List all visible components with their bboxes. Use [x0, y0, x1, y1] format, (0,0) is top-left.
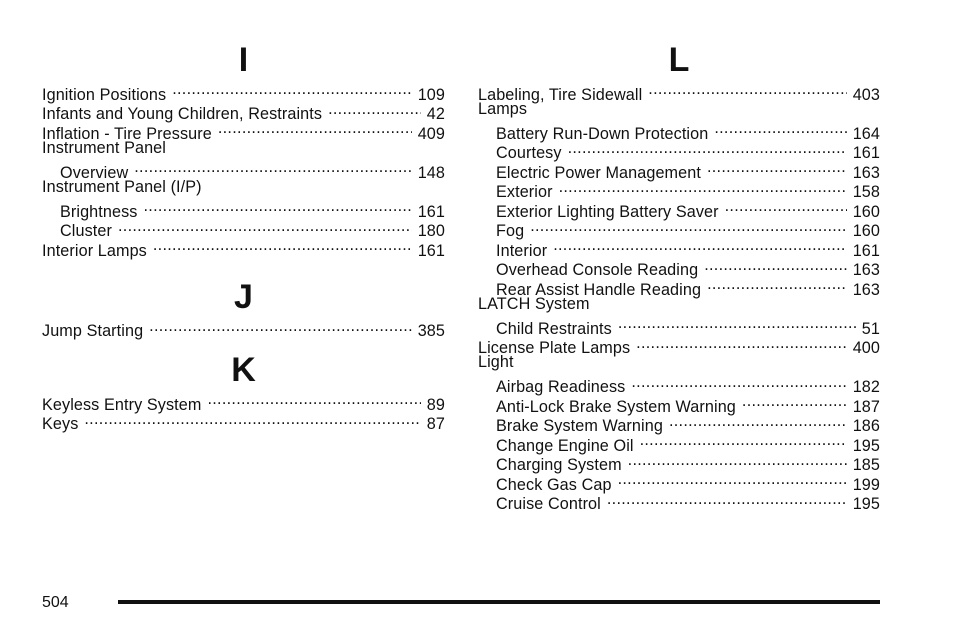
dot-leader: [628, 451, 847, 471]
index-entry-page: 89: [426, 395, 445, 414]
page-number: 504: [42, 594, 69, 611]
dot-leader: [143, 197, 411, 217]
index-entry-text: Lamps: [478, 99, 528, 118]
dot-leader: [218, 119, 412, 139]
index-entry-text: Overview: [60, 163, 129, 182]
index-entry-text: License Plate Lamps: [478, 339, 631, 357]
index-entry-page: 161: [852, 144, 880, 162]
index-entry-page: 195: [852, 436, 880, 455]
index-entry-text: Exterior Lighting Battery Saver: [496, 202, 719, 221]
index-entry-text: Interior Lamps: [42, 241, 147, 260]
index-entry-page: 385: [417, 322, 445, 340]
index-entry-page: 161: [417, 241, 445, 260]
dot-leader: [742, 392, 847, 412]
index-entry: [42, 390, 445, 414]
section-letter: L: [668, 41, 690, 79]
dot-leader: [568, 139, 847, 159]
dot-leader: [559, 178, 847, 198]
index-entry-page: 163: [852, 163, 880, 182]
dot-leader: [553, 236, 847, 256]
index-entry-page: 403: [852, 85, 880, 104]
index-entry-text: Airbag Readiness: [496, 378, 626, 396]
dot-leader: [669, 412, 847, 432]
index-entry-page: 161: [417, 202, 445, 221]
index-entry-text: Cluster: [60, 222, 112, 240]
index-entry: [42, 80, 445, 104]
dot-leader: [640, 431, 847, 451]
index-entry-text: Instrument Panel: [42, 138, 166, 157]
dot-leader: [707, 275, 847, 295]
index-entry-page: 148: [417, 163, 445, 182]
dot-leader: [328, 100, 421, 120]
index-entry-text: Charging System: [496, 456, 622, 474]
index-entry-page: 160: [852, 202, 880, 221]
index-entry-page: 51: [861, 319, 880, 338]
index-entry: [42, 178, 445, 198]
index-entry-text: Keyless Entry System: [42, 395, 202, 414]
index-entry-text: Labeling, Tire Sidewall: [478, 85, 643, 104]
index-entry: [42, 139, 445, 159]
index-entry-page: 195: [852, 495, 880, 513]
index-entry-text: LATCH System: [478, 294, 590, 313]
index-entry-page: 400: [852, 339, 880, 357]
index-entry-text: Rear Assist Handle Reading: [496, 280, 702, 299]
dot-leader: [530, 217, 846, 237]
index-entry-page: 164: [852, 124, 880, 143]
index-entry: [42, 317, 445, 340]
index-entry: [478, 236, 880, 260]
index-entry-text: Check Gas Cap: [496, 475, 612, 494]
index-entry-page: 186: [852, 417, 880, 435]
index-entry: [42, 410, 445, 433]
index-entry-text: Overhead Console Reading: [496, 261, 699, 279]
index-entry-page: 87: [426, 415, 445, 433]
index-entry-page: 182: [852, 378, 880, 396]
index-entry-text: Jump Starting: [42, 322, 144, 340]
index-entry: [478, 80, 880, 104]
dot-leader: [207, 390, 420, 410]
dot-leader: [707, 158, 847, 178]
index-entry-text: Electric Power Management: [496, 163, 701, 182]
index-entry-text: Infants and Young Children, Restraints: [42, 105, 323, 123]
index-entry-text: Battery Run-Down Protection: [496, 124, 709, 143]
dot-leader: [607, 490, 847, 510]
section-letter: I: [238, 41, 249, 79]
section-letter: K: [231, 351, 256, 389]
index-entry-page: 161: [852, 241, 880, 260]
index-entry-text: Instrument Panel (I/P): [42, 177, 202, 196]
dot-leader: [714, 119, 846, 139]
dot-leader: [134, 158, 411, 178]
index-entry-page: 409: [417, 124, 445, 143]
left-column: [42, 40, 445, 433]
index-entry-text: Inflation - Tire Pressure: [42, 124, 212, 143]
right-column: [478, 40, 880, 513]
index-entry: [478, 373, 880, 396]
index-entry-text: Change Engine Oil: [496, 436, 634, 455]
index-entry: [478, 314, 880, 338]
dot-leader: [618, 314, 856, 334]
index-entry-text: Child Restraints: [496, 319, 612, 338]
index-entry-page: 109: [417, 85, 445, 104]
dot-leader: [704, 256, 847, 276]
index-entry-page: 180: [417, 222, 445, 240]
index-entry-page: 185: [852, 456, 880, 474]
dot-leader: [725, 197, 847, 217]
index-entry-page: 42: [426, 105, 445, 123]
index-entry-page: 187: [852, 397, 880, 416]
index-entry: [478, 217, 880, 240]
index-entry-text: Courtesy: [496, 144, 562, 162]
index-entry-text: Anti-Lock Brake System Warning: [496, 397, 736, 416]
footer-rule: [118, 600, 880, 604]
dot-leader: [618, 470, 847, 490]
index-entry-text: Fog: [496, 222, 525, 240]
index-entry-text: Cruise Control: [496, 495, 601, 513]
index-entry-text: Exterior: [496, 183, 553, 201]
index-entry-page: 160: [852, 222, 880, 240]
index-entry-text: Interior: [496, 241, 548, 260]
index-entry-text: Ignition Positions: [42, 85, 167, 104]
section-letter: J: [234, 277, 253, 316]
index-entry-text: Brightness: [60, 202, 138, 221]
index-entry-page: 163: [852, 261, 880, 279]
index-entry-text: Light: [478, 353, 514, 371]
dot-leader: [153, 236, 412, 256]
index-entry-page: 158: [852, 183, 880, 201]
index-entry-text: Brake System Warning: [496, 417, 663, 435]
index-entry: [42, 158, 445, 182]
dot-leader: [118, 217, 412, 237]
index-entry-page: 163: [852, 280, 880, 299]
dot-leader: [172, 80, 412, 100]
dot-leader: [631, 373, 846, 393]
index-entry: [478, 119, 880, 143]
index-entry-text: Keys: [42, 415, 79, 433]
dot-leader: [636, 334, 847, 354]
dot-leader: [84, 410, 420, 430]
index-entry: [42, 197, 445, 221]
dot-leader: [149, 317, 412, 337]
dot-leader: [648, 80, 846, 100]
index-entry-page: 199: [852, 475, 880, 494]
